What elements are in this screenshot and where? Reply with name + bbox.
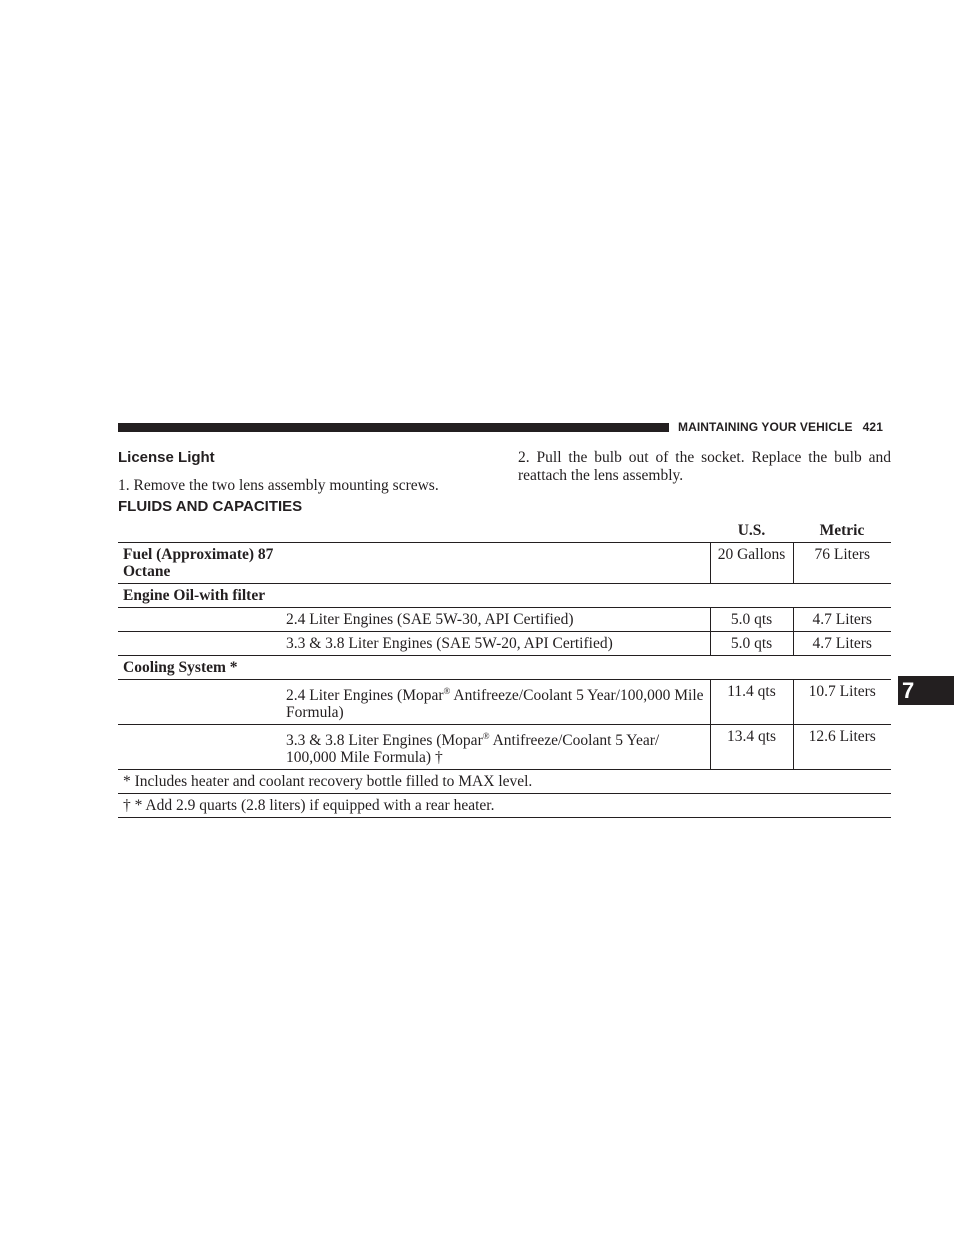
fuel-label [118, 543, 710, 584]
coolant-24-description: 2.4 Liter Engines (Mopar® Antifreeze/Coolant 5 Year/100,000 Mile Formula) [286, 686, 704, 722]
table-row-note-2 [118, 794, 891, 818]
oil-24-us-value: 5.0 qts [710, 608, 793, 632]
coolant-33-metric-value: 12.6 Liters [793, 725, 891, 770]
chapter-tab: 7 [898, 676, 954, 705]
table-row-cooling-system [118, 656, 891, 680]
license-light-step-2: 2. Pull the bulb out of the socket. Replace the bulb and reattach the lens assembly. [518, 449, 891, 484]
fluids-capacities-table [118, 518, 891, 818]
registered-mark: ® [443, 686, 451, 696]
footnote-rear-heater: † * Add 2.9 quarts (2.8 liters) if equipped with a rear heater. [123, 797, 495, 815]
table-row-fuel [118, 543, 891, 584]
oil-24-metric-value: 4.7 Liters [793, 608, 891, 632]
header-section-title: MAINTAINING YOUR VEHICLE [678, 420, 853, 434]
table-row-engine-oil [118, 584, 891, 608]
column-header-metric: Metric [819, 522, 865, 539]
header-rule [118, 423, 669, 432]
engine-oil-label: Engine Oil-with filter [123, 587, 266, 604]
fuel-metric-value: 76 Liters [793, 543, 891, 584]
fuel-label-line-2: Octane [123, 563, 171, 580]
registered-mark: ® [482, 731, 490, 742]
license-light-step-1: 1. Remove the two lens assembly mounting screws. [118, 477, 439, 494]
coolant-33-us-value: 13.4 qts [710, 725, 793, 770]
license-light-heading: License Light [118, 449, 215, 466]
column-header-us: U.S. [737, 522, 766, 539]
table-row-coolant-24 [118, 680, 891, 725]
table-row-coolant-33 [118, 725, 891, 770]
fuel-label-line-1: Fuel (Approximate) 87 [123, 546, 274, 563]
coolant-24-us-value: 11.4 qts [710, 680, 793, 725]
oil-24-description: 2.4 Liter Engines (SAE 5W-30, API Certified) [286, 611, 574, 628]
page-number: 421 [862, 420, 883, 434]
table-header-row [118, 518, 891, 543]
oil-33-description: 3.3 & 3.8 Liter Engines (SAE 5W-20, API Certified) [286, 635, 613, 652]
oil-33-us-value: 5.0 qts [710, 632, 793, 656]
coolant-24-metric-value: 10.7 Liters [793, 680, 891, 725]
fuel-us-value: 20 Gallons [710, 543, 793, 584]
table-row-note-1 [118, 770, 891, 794]
table-row-oil-24 [118, 608, 891, 632]
footnote-heater: * Includes heater and coolant recovery bottle filled to MAX level. [123, 773, 533, 791]
oil-33-metric-value: 4.7 Liters [793, 632, 891, 656]
table-row-oil-33 [118, 632, 891, 656]
fluids-capacities-heading: FLUIDS AND CAPACITIES [118, 498, 303, 515]
running-header [678, 420, 892, 434]
coolant-33-description: 3.3 & 3.8 Liter Engines (Mopar® Antifreeze/Coolant 5 Year/ 100,000 Mile Formula) † [286, 731, 660, 767]
cooling-system-label: Cooling System * [123, 659, 238, 676]
